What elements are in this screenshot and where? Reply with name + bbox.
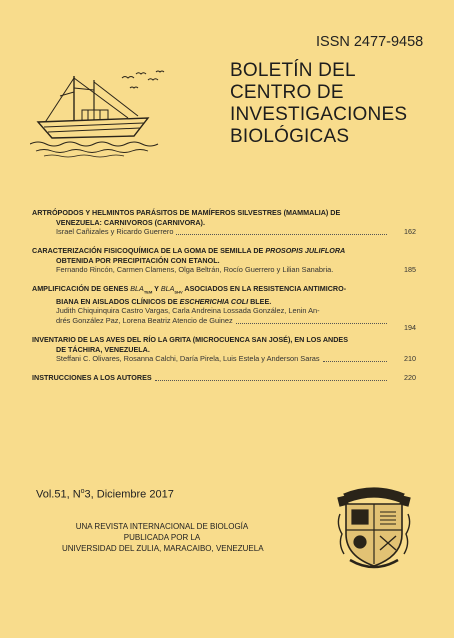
toc-entry-page: 162 [404,227,416,236]
toc-entry[interactable] [32,373,416,383]
toc-entry[interactable] [32,335,416,364]
university-seal-icon [334,484,414,570]
volume-info: Vol.51, $N^o3$, Diciembre 2017 [36,488,174,501]
toc-entry-authors: Israel Cañizales y Ricardo Guerrero [56,227,174,236]
toc-entry-title: CARACTERIZACIÓN FISICOQUÍMICA DE LA GOMA DE SEMILLA DE PROSOPIS JULIFLORA OBTENIDA POR PRECIPITACIÓN CON ETANOL. [32,246,346,265]
leader-dots [176,233,387,235]
toc-entry-authors-cont: drés González Paz, Lorena Beatriz Atencio de Guinez [56,316,233,326]
toc-entry-title: AMPLIFICACIÓN DE GENES $BLA_{TEM}$ Y $BLA_{SHV}$ ASOCIADOS EN LA RESISTENCIA ANTIMICRO- BIANA EN AISLADOS CLÍNICOS DE ESCHERICHIA COLI BLEE. [32,284,347,306]
toc-entry-authors: Steffani C. Olivares, Rosanna Calchi, Daría Pirela, Luis Estela y Anderson Saras [56,354,320,364]
toc-entry[interactable] [32,246,416,275]
toc-entry-page: 185 [404,265,416,274]
leader-dots [155,379,387,381]
toc-entry-title: INSTRUCCIONES A LOS AUTORES [32,373,152,383]
toc-entry-title: INVENTARIO DE LAS AVES DEL RÍO LA GRITA (MICROCUENCA SAN JOSÉ), EN LOS ANDES DE TÁCHIRA, VENEZUELA. [32,335,348,354]
publisher-info [62,521,262,554]
toc-entry[interactable] [32,208,416,237]
toc-entry[interactable] [32,284,416,332]
title-line-3: INVESTIGACIONES [230,104,408,125]
publisher-line-2: PUBLICADA POR LA [123,533,201,542]
toc-entry-page: 210 [404,354,416,364]
title-line-2: CENTRO DE [230,82,344,103]
leader-dots [323,360,387,362]
table-of-contents [32,208,416,392]
title-line-4: BIOLÓGICAS [230,126,350,147]
journal-title [230,60,440,148]
publisher-line-3: UNIVERSIDAD DEL ZULIA, MARACAIBO, VENEZUELA [62,544,264,553]
leader-dots [236,322,387,324]
toc-entry-authors: Fernando Rincón, Carmen Clamens, Olga Beltrán, Rocío Guerrero y Lilian Sanabria. [56,265,334,274]
toc-entry-page: 220 [404,373,416,383]
boat-logo-icon [30,66,180,158]
issn-label: ISSN 2477-9458 [316,34,424,50]
toc-entry-title: ARTRÓPODOS Y HELMINTOS PARÁSITOS DE MAMÍFEROS SILVESTRES (MAMMALIA) DE VENEZUELA: CARNIVOROS (CARNIVORA). [32,208,341,227]
toc-entry-page: 194 [404,323,416,332]
publisher-line-1: UNA REVISTA INTERNACIONAL DE BIOLOGÍA [75,522,249,531]
title-line-1: BOLETÍN DEL [230,60,356,81]
toc-entry-authors: Judith Chiquinquira Castro Vargas, Carla Andreina Lossada González, Lenin An- [56,306,320,316]
